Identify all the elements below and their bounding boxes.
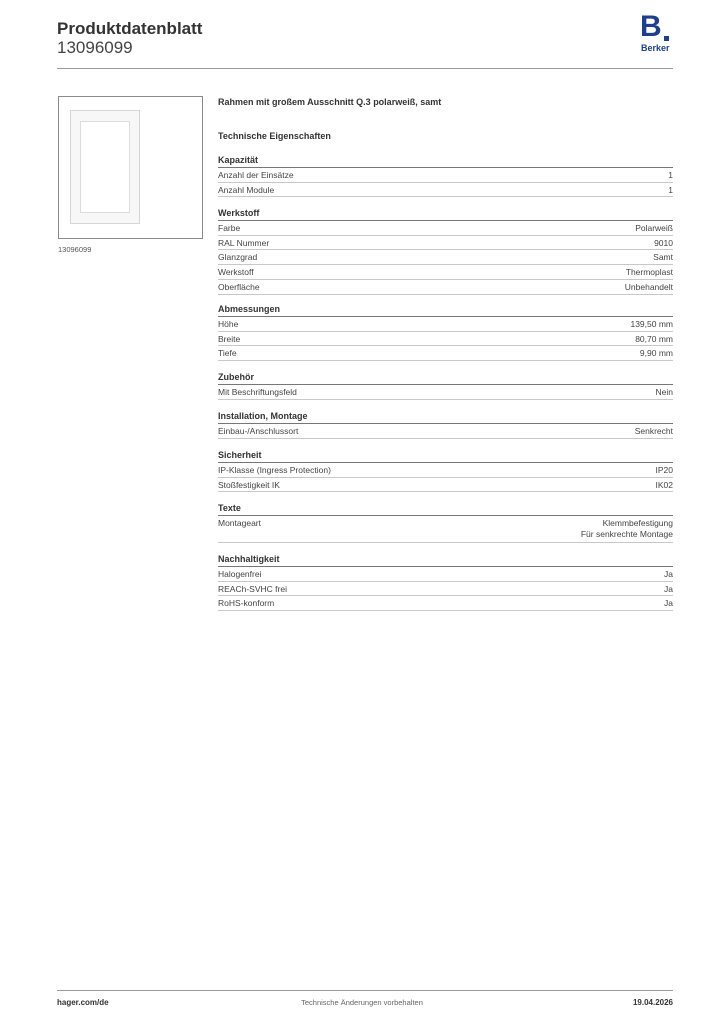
page-title: Produktdatenblatt [57, 19, 203, 38]
spec-label: Glanzgrad [218, 252, 258, 263]
section-title: Texte [218, 503, 241, 513]
footer-divider [57, 990, 673, 991]
spec-value: 139,50 mm [630, 319, 673, 329]
frame-illustration [70, 110, 140, 224]
spec-value: 9010 [654, 237, 673, 248]
row-divider [218, 542, 673, 543]
spec-value: Nein [655, 387, 673, 397]
section-title: Sicherheit [218, 450, 262, 460]
spec-value: Samt [653, 252, 673, 263]
tech-properties-heading: Technische Eigenschaften [218, 131, 331, 141]
spec-label: Anzahl Module [218, 184, 275, 195]
row-divider [218, 399, 673, 400]
row-divider [218, 196, 673, 197]
article-number: 13096099 [57, 38, 133, 57]
spec-label: Einbau-/Anschlussort [218, 426, 299, 436]
spec-value: Unbehandelt [624, 281, 673, 292]
logo-letter: B [640, 10, 662, 43]
frame-cutout [80, 121, 130, 213]
spec-value: Thermoplast [625, 267, 673, 278]
spec-row [218, 221, 673, 236]
spec-label: Höhe [218, 319, 239, 329]
row-divider [218, 610, 673, 611]
image-caption: 13096099 [58, 245, 92, 254]
spec-value: Klemmbefestigung [602, 518, 673, 528]
spec-value: IP20 [655, 465, 673, 475]
footer-disclaimer: Technische Änderungen vorbehalten [301, 998, 423, 1007]
spec-value: Ja [664, 598, 673, 609]
spec-value: Ja [664, 583, 673, 594]
spec-value: 80,70 mm [635, 333, 673, 344]
spec-label: Breite [218, 333, 241, 344]
spec-label: REACh-SVHC frei [218, 583, 287, 594]
spec-label: Anzahl der Einsätze [218, 170, 294, 180]
spec-label: RoHS-konform [218, 598, 275, 609]
row-divider [218, 491, 673, 492]
spec-value: 1 [668, 170, 673, 180]
header-divider [57, 68, 673, 69]
spec-row [218, 236, 673, 251]
spec-label: Farbe [218, 223, 241, 233]
product-image [58, 96, 203, 239]
spec-label: IP-Klasse (Ingress Protection) [218, 465, 331, 475]
spec-label: RAL Nummer [218, 237, 270, 248]
spec-row [218, 183, 673, 198]
row-divider [218, 438, 673, 439]
spec-row [218, 424, 673, 439]
spec-row [218, 516, 673, 543]
spec-value: Senkrecht [634, 426, 673, 436]
section-title: Kapazität [218, 155, 259, 165]
footer-website: hager.com/de [57, 998, 109, 1007]
spec-row [218, 567, 673, 582]
spec-row [218, 582, 673, 597]
section-title: Werkstoff [218, 208, 260, 218]
section-title: Abmessungen [218, 304, 281, 314]
spec-value: Ja [664, 569, 673, 579]
spec-label: Stoßfestigkeit IK [218, 479, 280, 490]
row-divider [218, 360, 673, 361]
spec-value: Polarweiß [635, 223, 673, 233]
spec-row [218, 478, 673, 493]
spec-label: Montageart [218, 518, 261, 528]
footer-date: 19.04.2026 [632, 998, 673, 1007]
spec-row [218, 265, 673, 280]
logo-text: Berker [641, 43, 670, 53]
section-title: Zubehör [218, 372, 254, 382]
spec-row [218, 596, 673, 611]
logo-dot [664, 36, 669, 41]
spec-label: Tiefe [218, 348, 237, 359]
spec-row [218, 346, 673, 361]
spec-row [218, 250, 673, 265]
spec-row [218, 332, 673, 347]
spec-value: 9,90 mm [639, 348, 673, 359]
spec-value: IK02 [655, 479, 673, 490]
section-title: Installation, Montage [218, 411, 308, 421]
spec-label: Halogenfrei [218, 569, 262, 579]
spec-row [218, 317, 673, 332]
section-title: Nachhaltigkeit [218, 554, 280, 564]
spec-row [218, 463, 673, 478]
spec-label: Werkstoff [218, 267, 254, 278]
spec-label: Oberfläche [218, 281, 260, 292]
row-divider [218, 294, 673, 295]
product-title: Rahmen mit großem Ausschnitt Q.3 polarweiß, samt [218, 97, 442, 107]
berker-logo [640, 10, 674, 57]
spec-row [218, 385, 673, 400]
spec-row [218, 280, 673, 295]
spec-label: Mit Beschriftungsfeld [218, 387, 297, 397]
spec-value: 1 [668, 184, 673, 195]
spec-value-secondary: Für senkrechte Montage [580, 529, 673, 539]
spec-row [218, 168, 673, 183]
